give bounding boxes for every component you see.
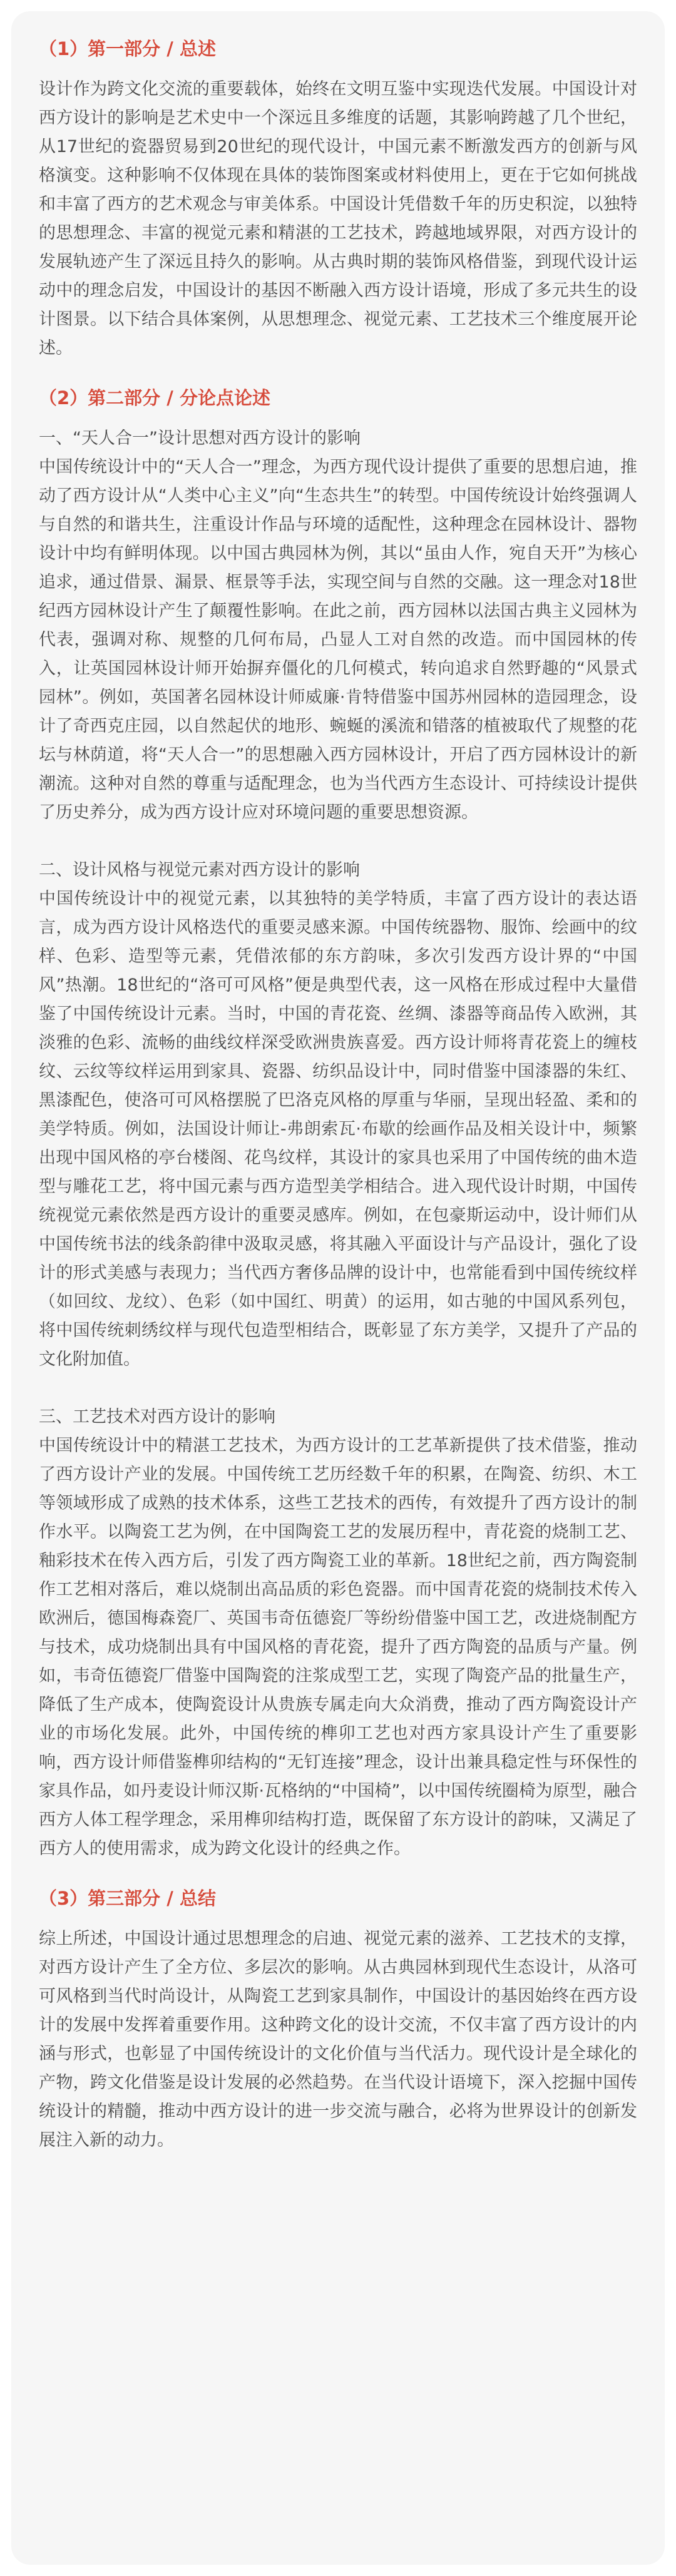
part2-section [39, 385, 637, 1863]
subsection-paragraph: 中国传统设计中的视觉元素，以其独特的美学特质，丰富了西方设计的表达语言，成为西方设计风格迭代的重要灵感来源。中国传统器物、服饰、绘画中的纹样、色彩、造型等元素，凭借浓郁的东方韵味，多次引发西方设计界的“中国风”热潮。18世纪的“洛可可风格”便是典型代表，这一风格在形成过程中大量借鉴了中国传统设计元素。当时，中国的青花瓷、丝绸、漆器等商品传入欧洲，其淡雅的色彩、流畅的曲线纹样深受欧洲贵族喜爱。西方设计师将青花瓷上的缠枝纹、云纹等纹样运用到家具、瓷器、纺织品设计中，同时借鉴中国漆器的朱红、黑漆配色，使洛可可风格摆脱了巴洛克风格的厚重与华丽，呈现出轻盈、柔和的美学特质。例如，法国设计师让-弗朗索瓦·布歇的绘画作品及相关设计中，频繁出现中国风格的亭台楼阁、花鸟纹样，其设计的家具也采用了中国传统的曲木造型与雕花工艺，将中国元素与西方造型美学相结合。进入现代设计时期，中国传统视觉元素依然是西方设计的重要灵感库。例如，在包豪斯运动中，设计师们从中国传统书法的线条韵律中汲取灵感，将其融入平面设计与产品设计，强化了设计的形式美感与表现力；当代西方奢侈品牌的设计中，也常能看到中国传统纹样（如回纹、龙纹）、色彩（如中国红、明黄）的运用，如古驰的中国风系列包，将中国传统刺绣纹样与现代包造型相结合，既彰显了东方美学，又提升了产品的文化附加值。 [39, 889, 637, 1369]
part3-heading: （3）第三部分 / 总结 [39, 1888, 216, 1909]
part1-heading: （1）第一部分 / 总述 [39, 38, 216, 59]
subsection-craft-techniques [39, 1403, 637, 1863]
subsection-harmony [39, 424, 637, 827]
part2-heading: （2）第二部分 / 分论点论述 [39, 387, 270, 409]
subsection-paragraph: 中国传统设计中的“天人合一”理念，为西方现代设计提供了重要的思想启迪，推动了西方设计从“人类中心主义”向“生态共生”的转型。中国传统设计始终强调人与自然的和谐共生，注重设计作品与环境的适配性，这种理念在园林设计、器物设计中均有鲜明体现。以中国古典园林为例，其以“虽由人作，宛自天开”为核心追求，通过借景、漏景、框景等手法，实现空间与自然的交融。这一理念对18世纪西方园林设计产生了颠覆性影响。在此之前，西方园林以法国古典主义园林为代表，强调对称、规整的几何布局，凸显人工对自然的改造。而中国园林的传入，让英国园林设计师开始摒弃僵化的几何模式，转向追求自然野趣的“风景式园林”。例如，英国著名园林设计师威廉·肯特借鉴中国苏州园林的造园理念，设计了奇西克庄园，以自然起伏的地形、蜿蜒的溪流和错落的植被取代了规整的花坛与林荫道，将“天人合一”的思想融入西方园林设计，开启了西方园林设计的新潮流。这种对自然的尊重与适配理念，也为当代西方生态设计、可持续设计提供了历史养分，成为西方设计应对环境问题的重要思想资源。 [39, 457, 637, 822]
subsection-title: 二、设计风格与视觉元素对西方设计的影响 [39, 860, 360, 880]
subsection-title: 一、“天人合一”设计思想对西方设计的影响 [39, 429, 361, 448]
part1-paragraph: 设计作为跨文化交流的重要载体，始终在文明互鉴中实现迭代发展。中国设计对西方设计的影响是艺术史中一个深远且多维度的话题，其影响跨越了几个世纪，从17世纪的瓷器贸易到20世纪的现代设计，中国元素不断激发西方的创新与风格演变。这种影响不仅体现在具体的装饰图案或材料使用上，更在于它如何挑战和丰富了西方的艺术观念与审美体系。中国设计凭借数千年的历史积淀，以独特的思想理念、丰富的视觉元素和精湛的工艺技术，跨越地域界限，对西方设计的发展轨迹产生了深远且持久的影响。从古典时期的装饰风格借鉴，到现代设计运动中的理念启发，中国设计的基因不断融入西方设计语境，形成了多元共生的设计图景。以下结合具体案例，从思想理念、视觉元素、工艺技术三个维度展开论述。 [39, 79, 637, 358]
subsection-paragraph: 中国传统设计中的精湛工艺技术，为西方设计的工艺革新提供了技术借鉴，推动了西方设计产业的发展。中国传统工艺历经数千年的积累，在陶瓷、纺织、木工等领域形成了成熟的技术体系，这些工艺技术的西传，有效提升了西方设计的制作水平。以陶瓷工艺为例，在中国陶瓷工艺的发展历程中，青花瓷的烧制工艺、釉彩技术在传入西方后，引发了西方陶瓷工业的革新。18世纪之前，西方陶瓷制作工艺相对落后，难以烧制出高品质的彩色瓷器。而中国青花瓷的烧制技术传入欧洲后，德国梅森瓷厂、英国韦奇伍德瓷厂等纷纷借鉴中国工艺，改进烧制配方与技术，成功烧制出具有中国风格的青花瓷，提升了西方陶瓷的品质与产量。例如，韦奇伍德瓷厂借鉴中国陶瓷的注浆成型工艺，实现了陶瓷产品的批量生产，降低了生产成本，使陶瓷设计从贵族专属走向大众消费，推动了西方陶瓷设计产业的市场化发展。此外，中国传统的榫卯工艺也对西方家具设计产生了重要影响，西方设计师借鉴榫卯结构的“无钉连接”理念，设计出兼具稳定性与环保性的家具作品，如丹麦设计师汉斯·瓦格纳的“中国椅”，以中国传统圈椅为原型，融合西方人体工程学理念，采用榫卯结构打造，既保留了东方设计的韵味，又满足了西方人的使用需求，成为跨文化设计的经典之作。 [39, 1436, 637, 1858]
part3-paragraph: 综上所述，中国设计通过思想理念的启迪、视觉元素的滋养、工艺技术的支撑，对西方设计产生了全方位、多层次的影响。从古典园林到现代生态设计，从洛可可风格到当代时尚设计，从陶瓷工艺到家具制作，中国设计的基因始终在西方设计的发展中发挥着重要作用。这种跨文化的设计交流，不仅丰富了西方设计的内涵与形式，也彰显了中国传统设计的文化价值与当代活力。现代设计是全球化的产物，跨文化借鉴是设计发展的必然趋势。在当代设计语境下，深入挖掘中国传统设计的精髓，推动中西方设计的进一步交流与融合，必将为世界设计的创新发展注入新的动力。 [39, 1929, 637, 2150]
article-card [11, 11, 665, 2565]
subsection-visual-elements [39, 856, 637, 1374]
subsection-title: 三、工艺技术对西方设计的影响 [39, 1407, 275, 1427]
part1-section [39, 36, 637, 363]
part3-section [39, 1886, 637, 2155]
